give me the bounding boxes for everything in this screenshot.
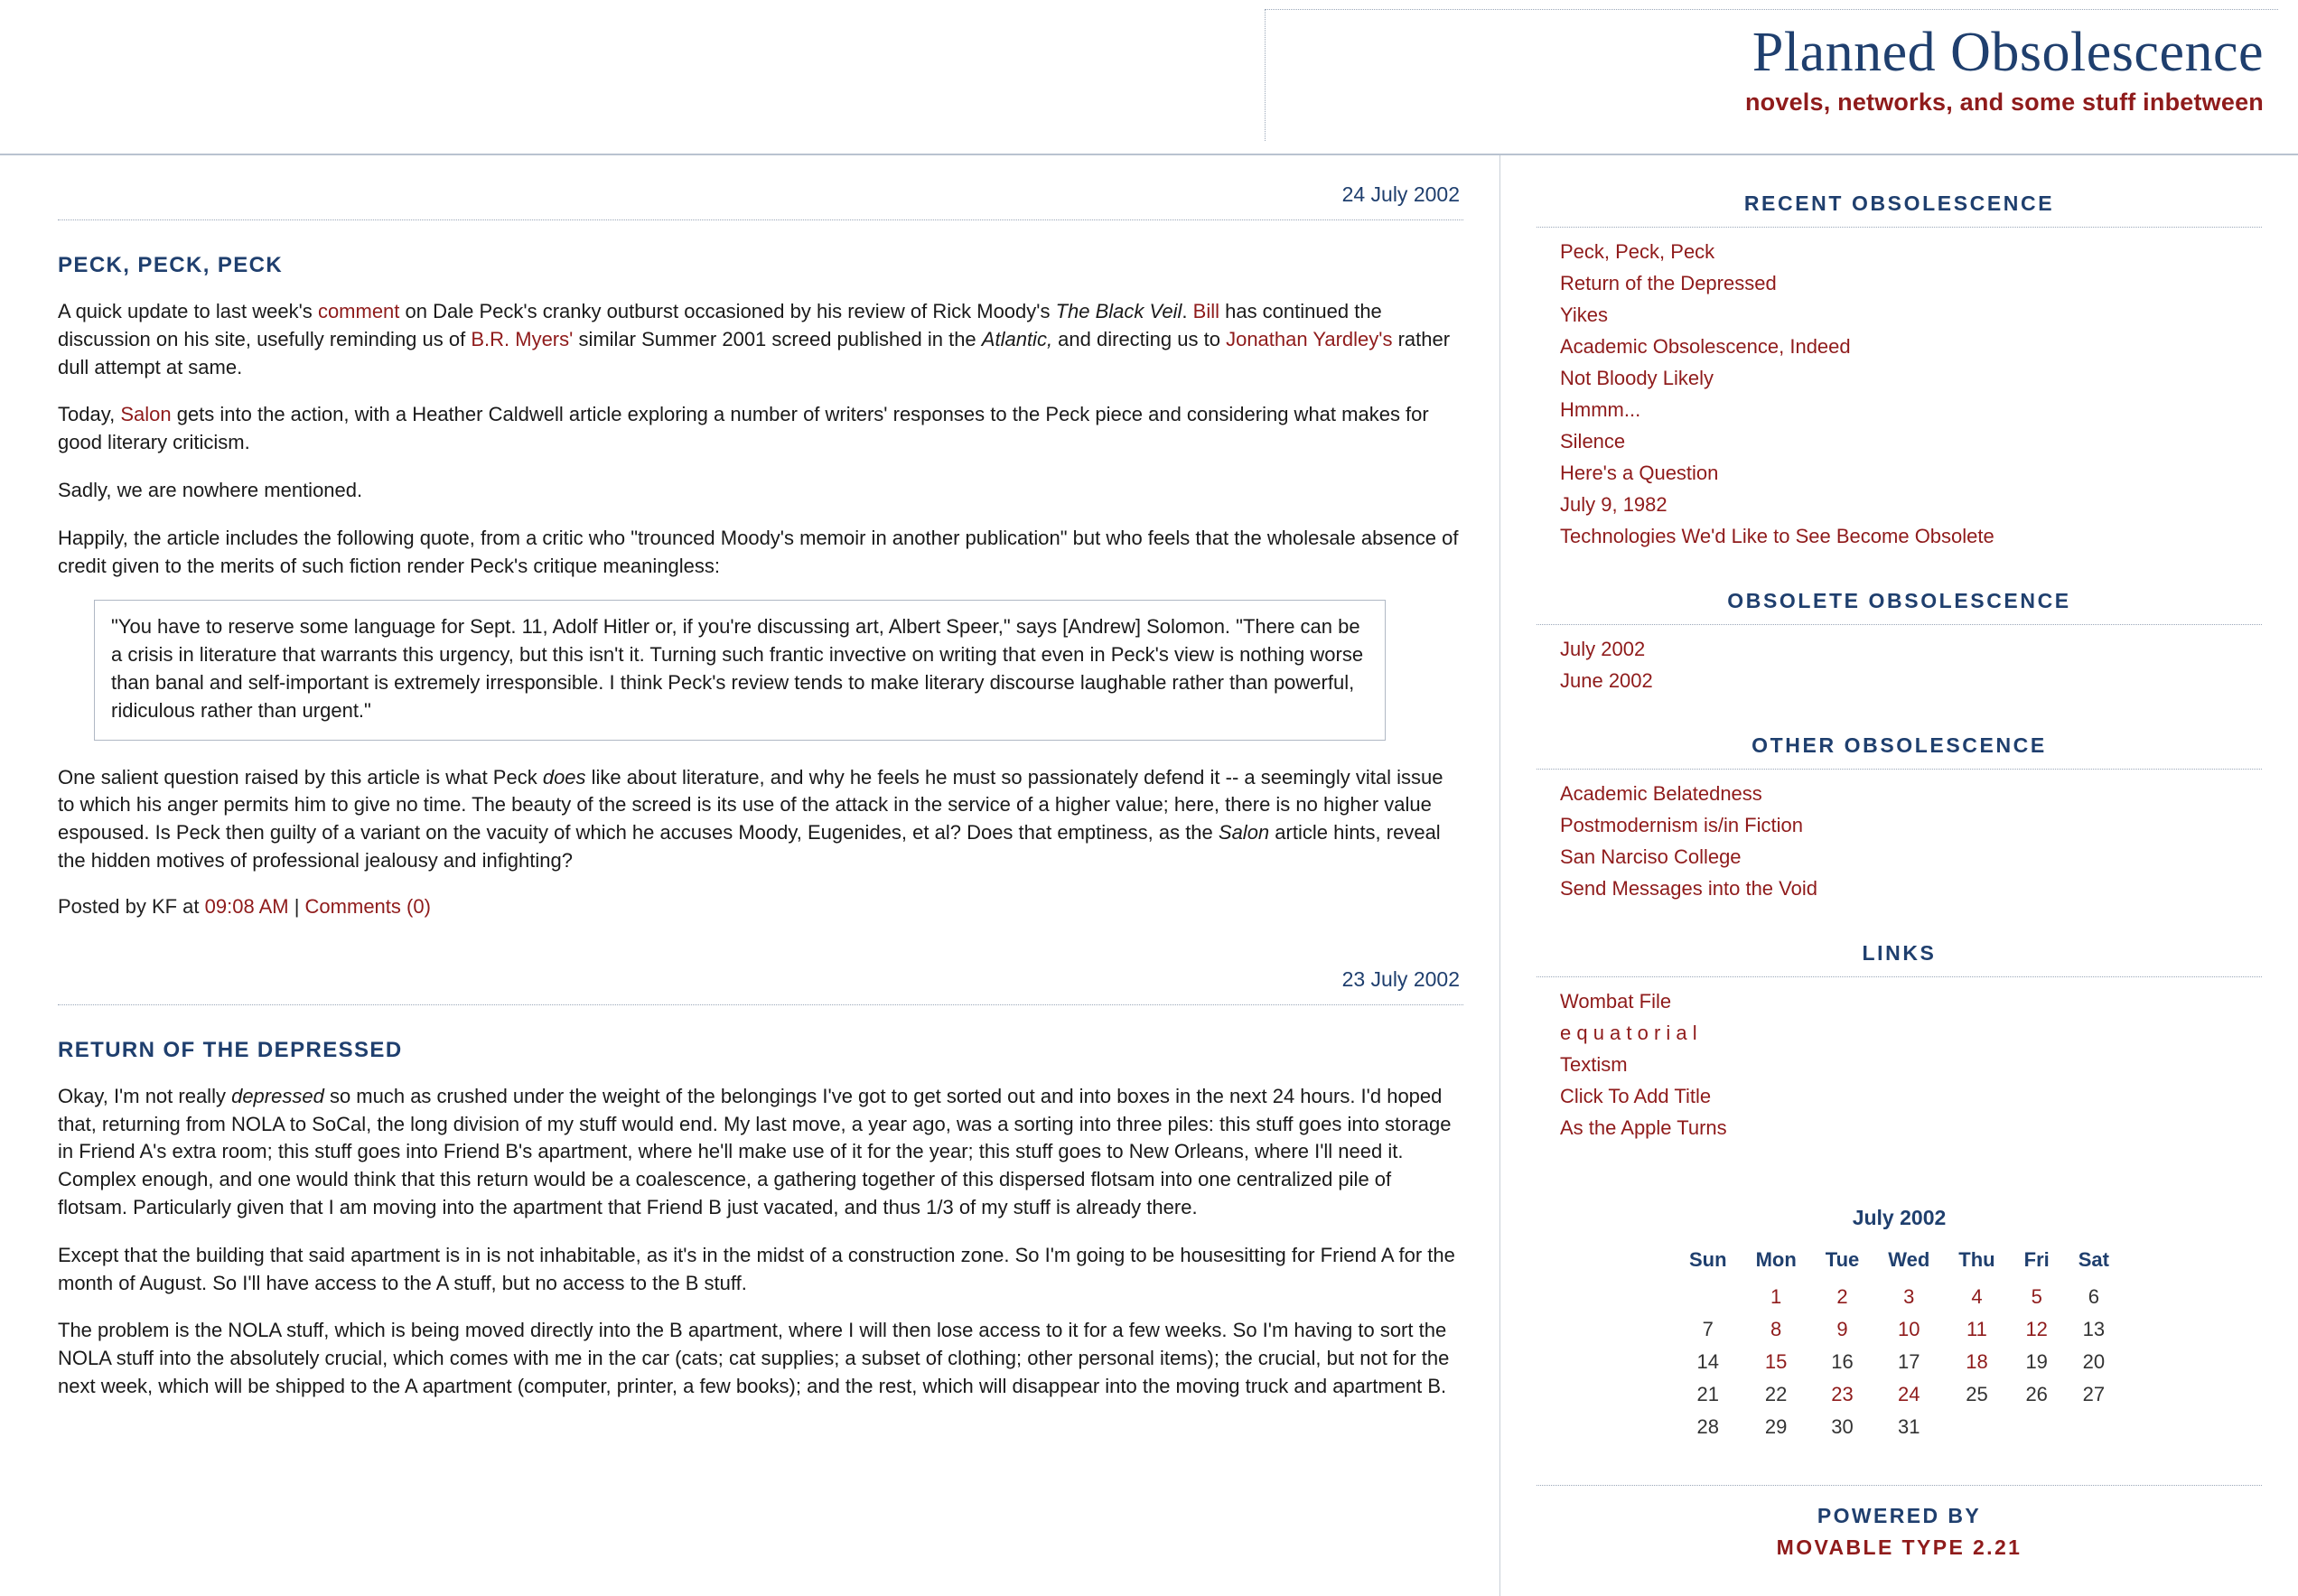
- calendar-day-link[interactable]: 11: [1966, 1318, 1987, 1340]
- external-link[interactable]: Click To Add Title: [1560, 1085, 1712, 1107]
- calendar-day-with-entry[interactable]: [1811, 1378, 1873, 1411]
- list-item: [1560, 877, 2262, 901]
- comments-link[interactable]: Comments (0): [304, 894, 431, 918]
- entry-paragraph: [58, 401, 1463, 457]
- blog-entry: [58, 1005, 1463, 1423]
- calendar-day-with-entry[interactable]: [2010, 1313, 2064, 1346]
- site-masthead: [0, 0, 2298, 155]
- list-item: [1560, 493, 2262, 517]
- calendar-week-row: [1675, 1281, 2124, 1313]
- list-item: [1560, 814, 2262, 837]
- calendar-dayname: Mon: [1755, 1248, 1797, 1271]
- calendar-day-link[interactable]: 8: [1770, 1318, 1782, 1340]
- external-link[interactable]: As the Apple Turns: [1560, 1116, 1727, 1139]
- link-comment[interactable]: comment: [317, 300, 400, 322]
- list-item: [1560, 669, 2262, 693]
- entry-footer: [58, 895, 1463, 919]
- footer-separator: |: [288, 894, 305, 918]
- link-br-myers[interactable]: B.R. Myers': [471, 327, 574, 350]
- text-run: article hints, reveal the hidden motives of professional jealousy and infighting?: [58, 821, 1441, 872]
- list-item: [1560, 240, 2262, 264]
- archive-link[interactable]: June 2002: [1560, 669, 1653, 692]
- calendar-day-with-entry[interactable]: [1742, 1281, 1811, 1313]
- list-item: [1560, 525, 2262, 548]
- link-salon[interactable]: Salon: [120, 403, 172, 426]
- calendar-week-row: [1675, 1378, 2124, 1411]
- calendar-day: 14: [1696, 1350, 1720, 1373]
- calendar-dayname: Fri: [2023, 1248, 2050, 1271]
- entry-paragraph: [58, 1083, 1463, 1222]
- recent-entry-link[interactable]: Not Bloody Likely: [1560, 367, 1714, 389]
- entry-date: 24 July 2002: [58, 155, 1463, 220]
- recent-entry-link[interactable]: Silence: [1560, 430, 1626, 453]
- archive-list: [1537, 625, 2262, 724]
- calendar-day-with-entry[interactable]: [2010, 1281, 2064, 1313]
- pull-quote: [94, 600, 1386, 740]
- calendar-day: 31: [1898, 1415, 1920, 1438]
- recent-entry-link[interactable]: Technologies We'd Like to See Become Obsolete: [1560, 525, 1994, 547]
- calendar-day-with-entry[interactable]: [1873, 1281, 1944, 1313]
- calendar-day-with-entry[interactable]: [1944, 1346, 2009, 1378]
- calendar-day-link[interactable]: 18: [1966, 1350, 1988, 1373]
- list-item: [1560, 398, 2262, 422]
- entry-paragraph: Except that the building that said apartment is in is not inhabitable, as it's in the midst of a construction zone. So I'm going to be housesitting for Friend A for the month of August. So I'll have access to the A stuff, but no access to the B stuff.: [58, 1243, 1455, 1294]
- calendar-day-link[interactable]: 24: [1898, 1383, 1920, 1405]
- recent-entry-link[interactable]: Return of the Depressed: [1560, 272, 1777, 294]
- other-link[interactable]: Academic Belatedness: [1560, 782, 1762, 805]
- sidebar: [1499, 155, 2298, 1596]
- recent-entries-list: [1537, 228, 2262, 580]
- list-item: [1560, 1053, 2262, 1077]
- movable-type-version: MOVABLE TYPE 2.21: [1776, 1535, 2022, 1559]
- powered-by: [1537, 1485, 2262, 1560]
- sidebar-heading-recent: RECENT OBSOLESCENCE: [1537, 182, 2262, 228]
- calendar-day: 7: [1702, 1318, 1714, 1340]
- text-run: similar Summer 2001 screed published in the: [573, 327, 982, 350]
- list-item: [1560, 1022, 2262, 1045]
- calendar-header-row: [1675, 1245, 2124, 1281]
- entry-paragraph: Sadly, we are nowhere mentioned.: [58, 478, 363, 501]
- sidebar-heading-links: LINKS: [1537, 932, 2262, 977]
- sidebar-heading-other: OTHER OBSOLESCENCE: [1537, 724, 2262, 770]
- calendar-day: 26: [2025, 1383, 2048, 1405]
- calendar-day-empty: [2064, 1411, 2124, 1443]
- blog-entry: [58, 220, 1463, 940]
- calendar-dayname: Sat: [2078, 1248, 2109, 1271]
- title-emphasis: The Black Veil: [1055, 300, 1182, 322]
- list-item: [1560, 1116, 2262, 1140]
- external-link[interactable]: Wombat File: [1560, 990, 1672, 1013]
- calendar-day-with-entry[interactable]: [1944, 1281, 2009, 1313]
- calendar-day-with-entry[interactable]: [1873, 1378, 1944, 1411]
- calendar-day: 16: [1831, 1350, 1854, 1373]
- calendar-day-link[interactable]: 3: [1903, 1285, 1915, 1308]
- text-run: Today,: [58, 403, 121, 426]
- links-list: [1537, 977, 2262, 1171]
- calendar-day: 27: [2082, 1383, 2106, 1405]
- title-emphasis: Atlantic,: [981, 327, 1053, 350]
- entry-date: 23 July 2002: [58, 940, 1463, 1005]
- other-link[interactable]: San Narciso College: [1560, 845, 1742, 868]
- text-run: Okay, I'm not really: [58, 1084, 232, 1107]
- list-item: [1560, 990, 2262, 1013]
- page-body: [0, 155, 2298, 1596]
- posted-by-label: Posted by KF at: [58, 894, 205, 918]
- entry-title: RETURN OF THE DEPRESSED: [58, 1037, 403, 1062]
- quote-text: "You have to reserve some language for Sept. 11, Adolf Hitler or, if you're discussing art, Albert Speer," says [Andrew] Solomon. "There can be a crisis in literature that warrants this urgency, but this isn't it. Turning such frantic invective on writing that even in Peck's view is nothing worse than banal and self-important is extremely irresponsible. I think Peck's review tends to make literary discourse laughable rather than powerful, ridiculous rather than urgent.": [111, 615, 1364, 722]
- calendar-day-link[interactable]: 15: [1764, 1350, 1788, 1373]
- other-link[interactable]: Send Messages into the Void: [1560, 877, 1817, 900]
- powered-by-label: POWERED BY: [1817, 1504, 1982, 1527]
- calendar-dayname: Tue: [1825, 1248, 1860, 1271]
- calendar-day: 28: [1696, 1415, 1720, 1438]
- calendar-dayname: Wed: [1888, 1248, 1930, 1271]
- calendar-day-link[interactable]: 4: [1971, 1285, 1983, 1308]
- recent-entry-link[interactable]: Peck, Peck, Peck: [1560, 240, 1715, 263]
- calendar-day-with-entry[interactable]: [1873, 1313, 1944, 1346]
- recent-entry-link[interactable]: Hmmm...: [1560, 398, 1641, 421]
- text-run: so much as crushed under the weight of the belongings I've got to get sorted out and into boxes in the next 24 hours. I'd hoped that, returning from NOLA to SoCal, the long division of my stuff would end. My last move, a year ago, was a sorting into three piles: this stuff goes into storage in Friend A's extra room; this stuff goes into Friend B's apartment, where he'll make use of it for the year; this stuff goes to New Orleans, where I'll need it. Complex enough, and one would think that this return would be a coalescence, a gathering together of this dispersed flotsam into one centralized pile of flotsam. Particularly given that I am moving into the apartment that Friend B just vacated, and thus 1/3 of my stuff is already there.: [58, 1084, 1452, 1218]
- calendar-day: 29: [1764, 1415, 1788, 1438]
- calendar-week-row: [1675, 1346, 2124, 1378]
- calendar-dayname: Thu: [1958, 1248, 1995, 1271]
- calendar-day-with-entry[interactable]: [1811, 1313, 1873, 1346]
- list-item: [1560, 845, 2262, 869]
- calendar-day: 21: [1696, 1383, 1720, 1405]
- text-run: One salient question raised by this article is what Peck: [58, 765, 543, 789]
- calendar-day-link[interactable]: 9: [1836, 1318, 1848, 1340]
- list-item: [1560, 1085, 2262, 1108]
- word-emphasis: does: [542, 765, 586, 789]
- sidebar-heading-archives: OBSOLETE OBSOLESCENCE: [1537, 580, 2262, 625]
- list-item: [1560, 430, 2262, 453]
- entry-title: PECK, PECK, PECK: [58, 253, 284, 277]
- calendar-table: [1675, 1206, 2124, 1443]
- calendar-day: 20: [2082, 1350, 2106, 1373]
- calendar-day-link[interactable]: 12: [2025, 1318, 2048, 1340]
- calendar-day-with-entry[interactable]: [1944, 1313, 2009, 1346]
- recent-entry-link[interactable]: July 9, 1982: [1560, 493, 1667, 516]
- entry-paragraph: Happily, the article includes the following quote, from a critic who "trounced Moody's memoir in another publication" but who feels that the wholesale absence of credit given to the merits of such fiction render Peck's critique meaningless:: [58, 526, 1459, 577]
- calendar-day-with-entry[interactable]: [1742, 1313, 1811, 1346]
- entry-paragraph: [58, 764, 1463, 875]
- other-link[interactable]: Postmodernism is/in Fiction: [1560, 814, 1803, 836]
- entry-paragraph: [58, 298, 1463, 381]
- link-jonathan-yardley[interactable]: Jonathan Yardley's: [1226, 327, 1393, 350]
- calendar-widget: [1537, 1171, 2262, 1443]
- calendar-day-with-entry[interactable]: [1742, 1346, 1811, 1378]
- calendar-day-link[interactable]: 5: [2031, 1285, 2042, 1308]
- main-content: [0, 155, 1499, 1596]
- list-item: [1560, 638, 2262, 661]
- list-item: [1560, 782, 2262, 806]
- calendar-day: 25: [1966, 1383, 1988, 1405]
- calendar-day: 17: [1898, 1350, 1920, 1373]
- calendar-day-empty: [1675, 1281, 1742, 1313]
- entry-permalink-time[interactable]: 09:08 AM: [204, 894, 289, 918]
- calendar-dayname: Sun: [1689, 1248, 1727, 1271]
- calendar-day-empty: [2010, 1411, 2064, 1443]
- external-link[interactable]: e q u a t o r i a l: [1560, 1022, 1697, 1044]
- calendar-day-link[interactable]: 1: [1770, 1285, 1782, 1308]
- link-bill[interactable]: Bill: [1192, 300, 1219, 322]
- list-item: [1560, 335, 2262, 359]
- calendar-week-row: [1675, 1313, 2124, 1346]
- word-emphasis: depressed: [231, 1084, 324, 1107]
- calendar-day-with-entry[interactable]: [1811, 1281, 1873, 1313]
- calendar-body: [1675, 1281, 2124, 1443]
- entry-paragraph: The problem is the NOLA stuff, which is being moved directly into the B apartment, where I will then lose access to it for a few weeks. So I'm having to sort the NOLA stuff into the absolutely crucial, which comes with me in the car (cats; cat supplies; a subset of clothing; other personal items); the crucial, but not for the next week, which will be shipped to the A apartment (computer, printer, a few books); and the rest, which will disappear into the moving truck and apartment B.: [58, 1319, 1450, 1397]
- external-link[interactable]: Textism: [1560, 1053, 1628, 1076]
- calendar-caption: July 2002: [1852, 1206, 1947, 1229]
- calendar-day: 13: [2082, 1318, 2106, 1340]
- calendar-day: 30: [1831, 1415, 1854, 1438]
- calendar-day: 22: [1764, 1383, 1788, 1405]
- calendar-day-link[interactable]: 2: [1836, 1285, 1848, 1308]
- recent-entry-link[interactable]: Yikes: [1560, 303, 1608, 326]
- recent-entry-link[interactable]: Here's a Question: [1560, 462, 1719, 484]
- site-tagline: novels, networks, and some stuff inbetween: [1744, 88, 2264, 116]
- title-emphasis: Salon: [1218, 821, 1270, 845]
- text-run: like about literature, and why he feels he must so passionately defend it -- a seemingly vital issue to which his anger permits him to give no time. The beauty of the screed is its use of the attack in the service of a higher value; here, there is no higher value espoused. Is Peck then guilty of a variant on the vacuity of which he accuses Moody, Eugenides, et al? Does that emptiness, as the: [58, 765, 1443, 845]
- masthead-inner: [1265, 9, 2278, 141]
- calendar-week-row: [1675, 1411, 2124, 1443]
- list-item: [1560, 303, 2262, 327]
- text-run: A quick update to last week's: [58, 300, 318, 322]
- calendar-day: 19: [2025, 1350, 2048, 1373]
- text-run: .: [1182, 300, 1193, 322]
- text-run: and directing us to: [1052, 327, 1227, 350]
- list-item: [1560, 462, 2262, 485]
- text-run: on Dale Peck's cranky outburst occasioned by his review of Rick Moody's: [399, 300, 1056, 322]
- text-run: gets into the action, with a Heather Caldwell article exploring a number of writers' responses to the Peck piece and considering what makes for good literary criticism.: [58, 403, 1429, 454]
- recent-entry-link[interactable]: Academic Obsolescence, Indeed: [1560, 335, 1851, 358]
- calendar-day: 6: [2088, 1285, 2099, 1308]
- other-obsolescence-list: [1537, 770, 2262, 932]
- text-run: has continued the discussion on his site, usefully reminding us of: [58, 300, 1382, 350]
- archive-link[interactable]: July 2002: [1560, 638, 1646, 660]
- calendar-day-link[interactable]: 23: [1831, 1383, 1854, 1405]
- calendar-day-empty: [1944, 1411, 2009, 1443]
- list-item: [1560, 272, 2262, 295]
- site-title: Planned Obsolescence: [1752, 22, 2264, 83]
- calendar-day-link[interactable]: 10: [1898, 1318, 1920, 1340]
- list-item: [1560, 367, 2262, 390]
- text-run: rather dull attempt at same.: [58, 327, 1451, 378]
